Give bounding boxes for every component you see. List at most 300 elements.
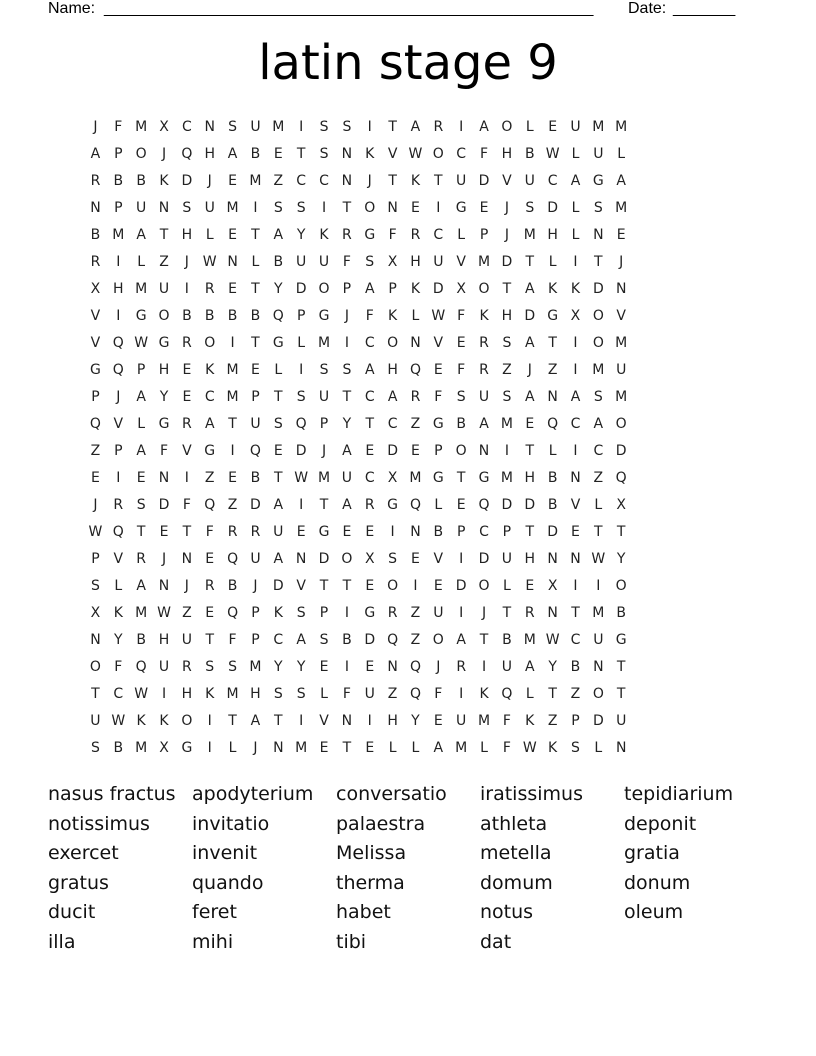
grid-letter: K <box>113 604 123 621</box>
grid-letter: A <box>364 361 375 378</box>
grid-letter: E <box>228 172 238 189</box>
grid-letter: A <box>524 334 535 351</box>
grid-letter: U <box>90 712 101 729</box>
grid-letter: P <box>251 631 260 648</box>
grid-letter: E <box>182 388 192 405</box>
grid-letter: A <box>524 388 535 405</box>
grid-letter: U <box>593 145 604 162</box>
grid-letter: B <box>342 631 352 648</box>
grid-letter: S <box>273 199 283 216</box>
grid-letter: S <box>502 388 512 405</box>
grid-row <box>84 221 633 248</box>
grid-letter: M <box>112 226 125 243</box>
grid-letter: U <box>501 658 513 675</box>
grid-letter: U <box>616 712 627 729</box>
grid-letter: M <box>226 685 239 702</box>
grid-letter: E <box>159 523 169 540</box>
grid-letter: N <box>90 199 101 216</box>
grid-letter: I <box>116 469 121 486</box>
grid-letter: L <box>502 577 511 594</box>
grid-letter: J <box>527 361 532 378</box>
grid-letter: U <box>570 118 581 135</box>
grid-letter: T <box>434 172 443 189</box>
grid-letter: M <box>226 199 239 216</box>
grid-letter: V <box>113 415 124 432</box>
grid-letter: E <box>456 496 466 513</box>
grid-letter: G <box>547 307 559 324</box>
grid-letter: A <box>479 118 489 135</box>
grid-letter: Z <box>273 172 284 189</box>
grid-letter: M <box>592 118 605 135</box>
grid-letter: T <box>342 577 352 594</box>
grid-letter: Q <box>112 361 124 378</box>
grid-letter: M <box>500 469 513 486</box>
grid-letter: K <box>410 172 421 189</box>
grid-letter: E <box>182 361 192 378</box>
grid-letter: L <box>457 226 466 243</box>
grid-letter: H <box>524 469 536 486</box>
grid-letter: S <box>273 415 283 432</box>
grid-letter: C <box>593 442 604 459</box>
grid-letter: A <box>410 118 421 135</box>
grid-letter: O <box>592 307 604 324</box>
grid-letter: S <box>296 685 306 702</box>
grid-letter: F <box>342 685 351 702</box>
grid-letter: D <box>478 172 490 189</box>
grid-letter: R <box>204 577 215 594</box>
word-bank-item: oleum <box>624 901 684 924</box>
grid-letter: N <box>547 604 558 621</box>
grid-letter: W <box>202 253 217 270</box>
grid-letter: N <box>227 253 238 270</box>
grid-letter: S <box>296 388 306 405</box>
grid-letter: T <box>319 496 329 513</box>
grid-letter: D <box>547 199 558 216</box>
grid-letter: H <box>547 226 558 243</box>
grid-letter: T <box>548 334 557 351</box>
grid-letter: T <box>159 226 169 243</box>
word-bank-item: ducit <box>48 901 96 924</box>
grid-letter: C <box>433 226 444 243</box>
grid-letter: Z <box>204 469 215 486</box>
grid-letter: L <box>571 199 580 216</box>
grid-row <box>84 491 633 518</box>
grid-letter: R <box>479 334 489 351</box>
grid-letter: L <box>297 334 306 351</box>
grid-letter: E <box>205 550 215 567</box>
word-bank-item: invitatio <box>192 812 270 835</box>
grid-letter: A <box>296 631 306 648</box>
grid-letter: M <box>592 361 605 378</box>
grid-letter: H <box>524 550 536 567</box>
grid-letter: B <box>136 172 146 189</box>
grid-letter: I <box>459 550 464 567</box>
grid-letter: I <box>230 334 235 351</box>
word-bank-item: apodyterium <box>192 783 314 805</box>
grid-letter: K <box>479 685 489 702</box>
word-bank-item: invenit <box>192 842 258 865</box>
grid-letter: B <box>113 739 124 756</box>
grid-letter: W <box>88 523 103 540</box>
grid-letter: S <box>205 658 215 675</box>
grid-letter: C <box>204 388 215 405</box>
grid-letter: Z <box>570 685 581 702</box>
grid-letter: I <box>207 712 212 729</box>
grid-letter: M <box>249 172 262 189</box>
grid-letter: U <box>204 199 215 216</box>
grid-row <box>84 707 633 734</box>
word-bank-item: gratus <box>48 871 109 894</box>
grid-letter: M <box>409 469 422 486</box>
grid-letter: Q <box>227 604 239 621</box>
grid-letter: T <box>251 334 260 351</box>
grid-letter: Y <box>342 415 352 432</box>
grid-letter: B <box>113 172 124 189</box>
word-bank-item: iratissimus <box>480 783 583 805</box>
grid-letter: R <box>410 226 421 243</box>
grid-letter: X <box>547 577 558 594</box>
grid-letter: C <box>456 145 467 162</box>
grid-letter: M <box>477 253 491 270</box>
grid-letter: D <box>181 172 193 189</box>
word-bank-item: conversatio <box>336 783 447 805</box>
grid-letter: D <box>455 577 467 594</box>
grid-letter: T <box>205 631 214 648</box>
grid-letter: B <box>502 631 512 648</box>
grid-letter: Q <box>547 415 559 432</box>
grid-letter: K <box>136 712 146 729</box>
grid-row <box>84 140 633 167</box>
grid-letter: B <box>136 631 146 648</box>
grid-letter: S <box>593 199 603 216</box>
grid-letter: B <box>250 469 261 486</box>
grid-letter: O <box>387 334 399 351</box>
grid-letter: G <box>318 307 330 324</box>
grid-letter: U <box>593 631 604 648</box>
grid-letter: R <box>182 415 192 432</box>
grid-letter: T <box>479 631 489 648</box>
grid-letter: N <box>615 739 627 756</box>
grid-letter: E <box>296 523 306 540</box>
grid-letter: T <box>342 388 352 405</box>
grid-letter: M <box>477 712 491 729</box>
grid-letter: A <box>570 388 581 405</box>
grid-letter: E <box>365 658 375 675</box>
grid-letter: R <box>433 118 444 135</box>
grid-letter: V <box>319 712 329 729</box>
grid-letter: Q <box>204 496 216 513</box>
grid-letter: Q <box>181 145 193 162</box>
grid-letter: I <box>321 199 327 216</box>
grid-letter: D <box>501 253 513 270</box>
grid-letter: R <box>479 361 489 378</box>
grid-letter: S <box>456 388 466 405</box>
grid-row <box>84 302 633 329</box>
grid-letter: J <box>93 118 98 135</box>
grid-letter: I <box>299 712 304 729</box>
grid-letter: J <box>436 658 441 675</box>
grid-letter: P <box>571 712 580 729</box>
grid-row <box>84 545 633 572</box>
grid-letter: G <box>90 361 101 378</box>
grid-letter: N <box>158 577 170 594</box>
grid-letter: V <box>90 307 101 324</box>
grid-letter: B <box>250 307 261 324</box>
grid-letter: A <box>136 442 146 459</box>
grid-letter: N <box>273 739 284 756</box>
word-bank-item: Melissa <box>336 842 407 865</box>
grid-letter: G <box>158 334 170 351</box>
grid-letter: U <box>364 685 375 702</box>
grid-letter: T <box>251 280 260 297</box>
grid-letter: V <box>433 334 444 351</box>
grid-letter: T <box>616 523 626 540</box>
grid-letter: T <box>274 712 283 729</box>
grid-letter: T <box>616 658 626 675</box>
grid-letter: I <box>596 577 601 594</box>
grid-letter: L <box>525 118 534 135</box>
word-bank-item: illa <box>48 930 76 953</box>
grid-letter: T <box>456 469 466 486</box>
grid-letter: Y <box>296 226 306 243</box>
grid-letter: Y <box>159 388 169 405</box>
grid-letter: P <box>319 415 329 432</box>
grid-letter: E <box>548 118 558 135</box>
grid-letter: A <box>479 415 489 432</box>
grid-letter: F <box>342 253 351 270</box>
grid-letter: K <box>365 145 375 162</box>
grid-letter: G <box>272 334 284 351</box>
grid-row <box>84 113 633 140</box>
grid-letter: L <box>571 145 580 162</box>
grid-letter: D <box>524 307 536 324</box>
grid-letter: N <box>547 388 558 405</box>
grid-letter: H <box>410 253 421 270</box>
grid-letter: Q <box>409 658 421 675</box>
grid-letter: Z <box>90 442 101 459</box>
grid-letter: K <box>548 280 558 297</box>
grid-letter: V <box>182 442 192 459</box>
grid-letter: H <box>158 631 170 648</box>
grid-letter: S <box>319 631 329 648</box>
grid-letter: S <box>319 361 329 378</box>
grid-letter: D <box>547 523 558 540</box>
grid-letter: U <box>181 631 192 648</box>
grid-letter: F <box>205 523 214 540</box>
grid-letter: T <box>616 685 626 702</box>
grid-letter: O <box>135 145 147 162</box>
grid-letter: Y <box>114 631 123 648</box>
grid-letter: K <box>159 712 169 729</box>
grid-letter: J <box>619 253 624 270</box>
date-blank-line: _______ <box>673 0 736 17</box>
grid-letter: Z <box>410 604 421 621</box>
grid-letter: S <box>502 334 512 351</box>
grid-letter: A <box>250 712 261 729</box>
grid-letter: Q <box>409 685 421 702</box>
grid-letter: U <box>456 172 467 189</box>
grid-letter: B <box>182 307 192 324</box>
grid-letter: J <box>253 577 258 594</box>
grid-letter: R <box>364 496 375 513</box>
grid-letter: M <box>317 469 331 486</box>
grid-letter: E <box>616 226 626 243</box>
grid-letter: M <box>135 604 148 621</box>
grid-letter: F <box>502 712 511 729</box>
grid-letter: E <box>319 658 329 675</box>
grid-letter: I <box>413 577 418 594</box>
grid-letter: P <box>91 550 100 567</box>
grid-letter: L <box>228 739 237 756</box>
grid-letter: P <box>251 604 260 621</box>
grid-letter: P <box>114 145 123 162</box>
grid-letter: P <box>319 604 329 621</box>
grid-letter: S <box>593 388 603 405</box>
grid-letter: F <box>388 226 397 243</box>
grid-letter: L <box>205 226 214 243</box>
word-bank-item: donum <box>624 871 691 894</box>
grid-letter: P <box>114 442 123 459</box>
grid-letter: V <box>433 550 444 567</box>
grid-letter: M <box>592 604 605 621</box>
grid-letter: W <box>431 307 446 324</box>
grid-letter: N <box>593 658 604 675</box>
grid-letter: D <box>432 280 444 297</box>
grid-letter: N <box>593 226 604 243</box>
grid-letter: R <box>342 226 352 243</box>
grid-letter: L <box>251 253 260 270</box>
grid-letter: H <box>181 226 193 243</box>
grid-letter: F <box>228 631 237 648</box>
grid-letter: T <box>91 685 100 702</box>
grid-letter: K <box>525 712 535 729</box>
grid-letter: T <box>136 523 146 540</box>
grid-letter: V <box>387 145 398 162</box>
grid-letter: J <box>184 577 189 594</box>
grid-letter: I <box>459 604 464 621</box>
grid-letter: R <box>90 253 101 270</box>
grid-letter: I <box>459 118 464 135</box>
grid-letter: U <box>250 118 261 135</box>
grid-letter: I <box>390 523 395 540</box>
grid-letter: V <box>456 253 466 270</box>
grid-letter: O <box>478 577 490 594</box>
grid-letter: F <box>480 145 489 162</box>
grid-letter: N <box>410 334 421 351</box>
grid-letter: A <box>136 577 146 594</box>
page-title: latin stage 9 <box>258 35 558 91</box>
grid-letter: R <box>182 334 192 351</box>
grid-letter: Y <box>296 658 306 675</box>
grid-letter: X <box>570 307 581 324</box>
grid-letter: V <box>570 496 581 513</box>
grid-letter: N <box>410 523 421 540</box>
grid-letter: K <box>388 307 398 324</box>
grid-letter: T <box>274 469 283 486</box>
grid-letter: T <box>502 280 512 297</box>
grid-letter: G <box>318 523 330 540</box>
grid-letter: T <box>525 253 535 270</box>
grid-letter: E <box>228 226 238 243</box>
grid-letter: E <box>251 361 260 378</box>
grid-letter: P <box>479 226 489 243</box>
grid-letter: E <box>411 550 420 567</box>
grid-letter: I <box>344 334 349 351</box>
grid-letter: L <box>525 685 534 702</box>
grid-letter: Z <box>410 631 421 648</box>
grid-letter: M <box>615 388 628 405</box>
grid-letter: H <box>158 361 170 378</box>
grid-letter: N <box>615 280 627 297</box>
grid-letter: G <box>135 307 147 324</box>
grid-letter: R <box>204 280 215 297</box>
grid-letter: R <box>113 496 124 513</box>
grid-letter: T <box>296 145 306 162</box>
grid-letter: G <box>181 739 193 756</box>
word-bank-item: feret <box>192 901 237 924</box>
grid-letter: Z <box>387 685 398 702</box>
grid-letter: E <box>136 469 146 486</box>
grid-letter: U <box>158 658 170 675</box>
grid-letter: T <box>594 523 603 540</box>
grid-letter: L <box>548 253 557 270</box>
grid-letter: N <box>181 550 193 567</box>
grid-letter: O <box>364 199 376 216</box>
grid-letter: U <box>318 388 330 405</box>
word-bank <box>48 780 768 958</box>
grid-letter: B <box>227 577 238 594</box>
grid-letter: I <box>207 739 212 756</box>
grid-letter: Y <box>274 658 283 675</box>
grid-letter: U <box>318 253 330 270</box>
grid-letter: V <box>90 334 101 351</box>
grid-letter: E <box>228 280 238 297</box>
grid-letter: R <box>136 550 147 567</box>
grid-letter: T <box>182 523 192 540</box>
grid-letter: Q <box>409 361 421 378</box>
grid-letter: C <box>479 523 489 540</box>
grid-letter: N <box>547 550 558 567</box>
grid-letter: J <box>207 172 212 189</box>
grid-letter: I <box>504 442 509 459</box>
grid-letter: W <box>545 145 560 162</box>
grid-letter: D <box>158 496 170 513</box>
grid-letter: T <box>228 712 237 729</box>
grid-letter: E <box>365 577 375 594</box>
grid-row <box>84 248 633 275</box>
grid-letter: H <box>387 712 398 729</box>
grid-letter: W <box>134 685 149 702</box>
grid-letter: I <box>184 280 189 297</box>
grid-letter: N <box>387 199 398 216</box>
grid-letter: O <box>341 550 353 567</box>
grid-letter: P <box>434 442 443 459</box>
grid-letter: C <box>570 631 581 648</box>
grid-letter: T <box>274 388 283 405</box>
word-bank-item: tibi <box>336 930 367 953</box>
grid-letter: F <box>434 388 443 405</box>
grid-letter: T <box>365 415 375 432</box>
grid-letter: A <box>136 388 146 405</box>
grid-letter: M <box>272 118 285 135</box>
grid-letter: B <box>547 469 558 486</box>
grid-letter: I <box>299 496 304 513</box>
grid-letter: B <box>616 604 626 621</box>
grid-letter: L <box>434 496 443 513</box>
grid-letter: L <box>320 685 328 702</box>
grid-letter: F <box>365 307 374 324</box>
word-bank-item: gratia <box>624 842 680 865</box>
